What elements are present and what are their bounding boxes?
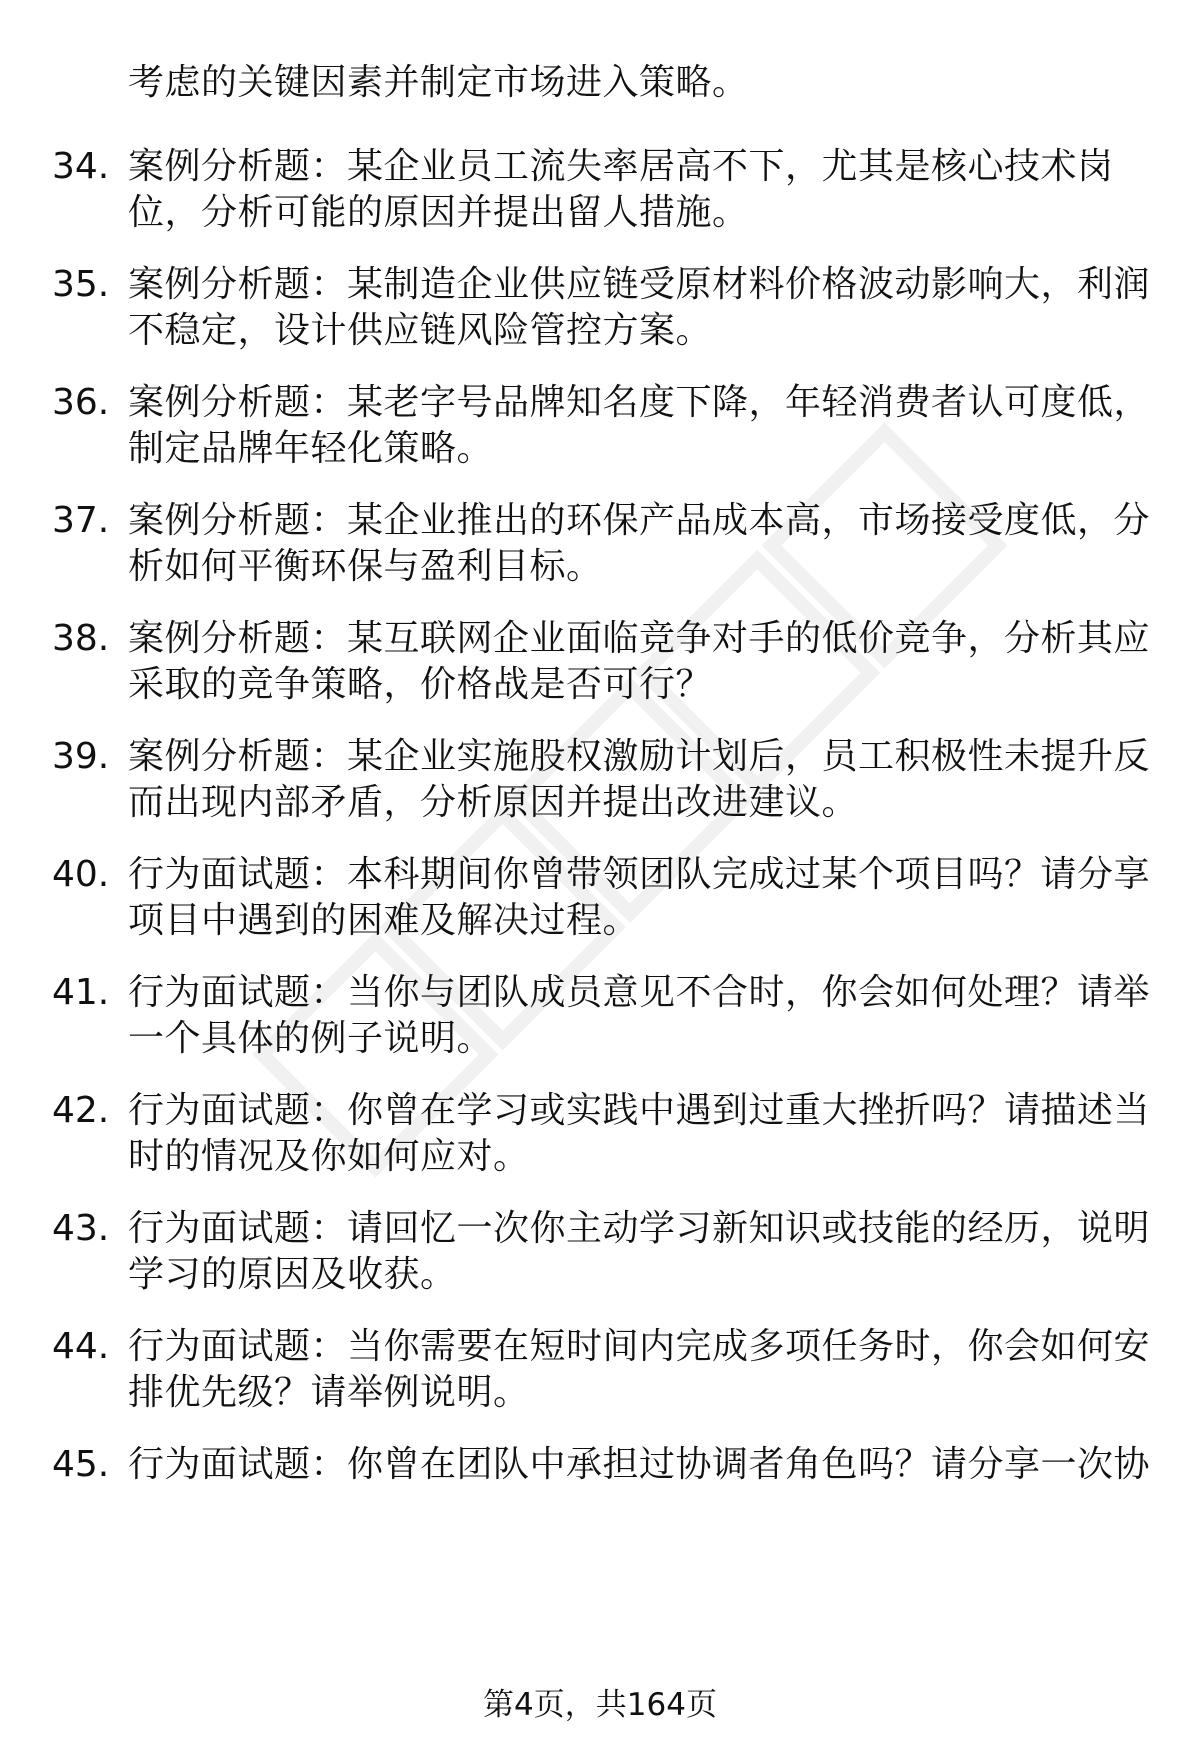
item-text-line2: 位，分析可能的原因并提出留人措施。 <box>128 192 749 233</box>
item-text-line1: 案例分析题：某老字号品牌知名度下降，年轻消费者认可度低， <box>128 382 1151 423</box>
item-text-line2: 学习的原因及收获。 <box>128 1254 457 1295</box>
item-number: 39. <box>52 736 110 777</box>
page-footer: 第4页，共164页 <box>483 1687 717 1723</box>
item-text-line1: 案例分析题：某制造企业供应链受原材料价格波动影响大，利润 <box>128 264 1151 305</box>
item-text-line2: 时的情况及你如何应对。 <box>128 1136 530 1177</box>
item-text-line1: 行为面试题：当你需要在短时间内完成多项任务时，你会如何安 <box>128 1326 1151 1367</box>
item-text-line1: 行为面试题：本科期间你曾带领团队完成过某个项目吗？请分享 <box>128 854 1151 895</box>
item-text-line2: 一个具体的例子说明。 <box>128 1018 494 1059</box>
item-number: 38. <box>52 618 110 659</box>
item-number: 42. <box>52 1090 110 1131</box>
item-text-line1: 行为面试题：请回忆一次你主动学习新知识或技能的经历，说明 <box>128 1208 1151 1249</box>
item-text-line1: 行为面试题：你曾在学习或实践中遇到过重大挫折吗？请描述当 <box>128 1090 1151 1131</box>
item-text-line1: 案例分析题：某企业推出的环保产品成本高，市场接受度低，分 <box>128 500 1151 541</box>
item-text-line1: 案例分析题：某企业员工流失率居高不下，尤其是核心技术岗 <box>128 146 1114 187</box>
item-number: 45. <box>52 1444 110 1485</box>
item-text-line2: 采取的竞争策略，价格战是否可行？ <box>128 664 713 705</box>
item-number: 40. <box>52 854 110 895</box>
item-number: 36. <box>52 382 110 423</box>
item-text-line1: 行为面试题：你曾在团队中承担过协调者角色吗？请分享一次协 <box>128 1444 1151 1485</box>
item-text-line2: 制定品牌年轻化策略。 <box>128 428 494 469</box>
item-text-line1: 案例分析题：某企业实施股权激励计划后，员工积极性未提升反 <box>128 736 1151 777</box>
item-text-line2: 析如何平衡环保与盈利目标。 <box>128 546 603 587</box>
item-number: 37. <box>52 500 110 541</box>
item-number: 35. <box>52 264 110 305</box>
continuation-line: 考虑的关键因素并制定市场进入策略。 <box>128 62 749 103</box>
item-number: 44. <box>52 1326 110 1367</box>
item-text-line1: 行为面试题：当你与团队成员意见不合时，你会如何处理？请举 <box>128 972 1151 1013</box>
item-number: 43. <box>52 1208 110 1249</box>
item-text-line2: 项目中遇到的困难及解决过程。 <box>128 900 640 941</box>
item-text-line1: 案例分析题：某互联网企业面临竞争对手的低价竞争，分析其应 <box>128 618 1151 659</box>
item-text-line2: 排优先级？请举例说明。 <box>128 1372 530 1413</box>
item-number: 34. <box>52 146 110 187</box>
item-number: 41. <box>52 972 110 1013</box>
item-text-line2: 而出现内部矛盾，分析原因并提出改进建议。 <box>128 782 859 823</box>
item-text-line2: 不稳定，设计供应链风险管控方案。 <box>128 310 713 351</box>
